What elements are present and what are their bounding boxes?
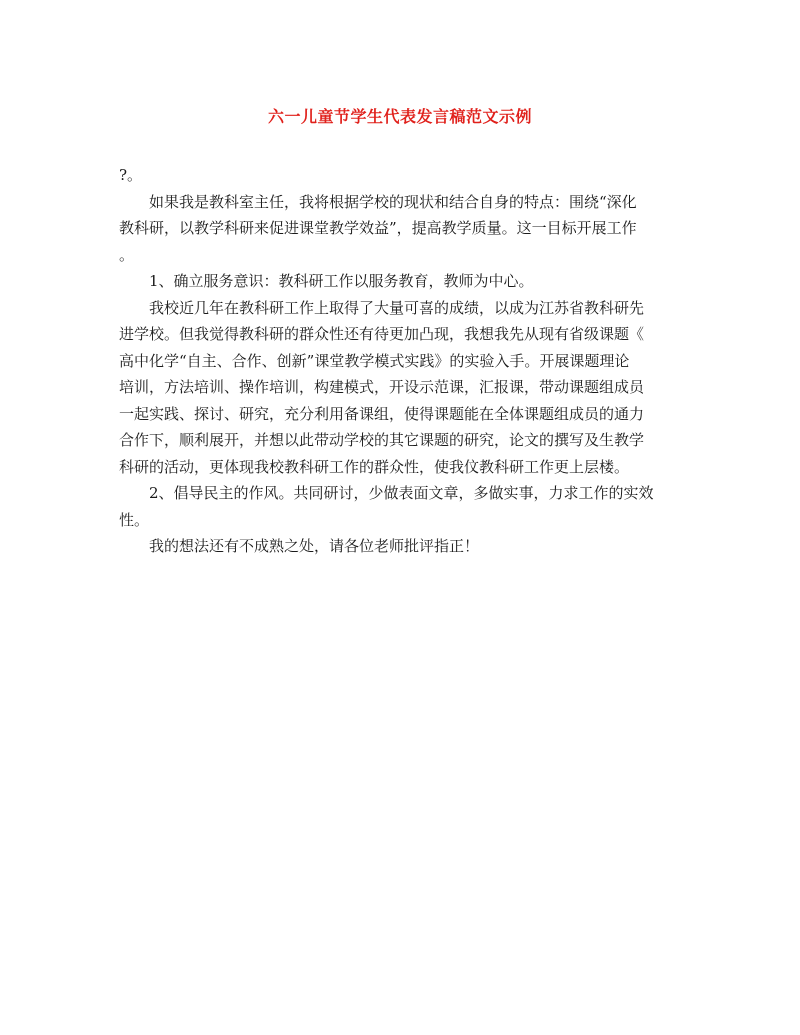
text-line: 进学校。但我觉得教科研的群众性还有待更加凸现，我想我先从现有省级课题《	[119, 325, 645, 343]
document-title: 六一儿童节学生代表发言稿范文示例	[267, 107, 532, 126]
text-line: 2、倡导民主的作风。共同研讨，少做表面文章，多做实事，力求工作的实效	[149, 484, 654, 502]
text-line: 科研的活动，更体现我校教科研工作的群众性，使我伩教科研工作更上层楼。	[119, 457, 630, 476]
text-line: 一起实践、探讨、研究，充分利用备课组，使得课题能在全体课题组成员的通力	[119, 404, 645, 423]
paragraph-1	[119, 189, 684, 269]
paragraph-0	[119, 162, 684, 189]
text-line: 我的想法还有不成熟之处，请各位老师批评指正！	[149, 537, 480, 555]
text-line: ?。	[119, 166, 143, 184]
text-line: 。	[119, 245, 135, 264]
text-line: 1、确立服务意识：教科研工作以服务教育，教师为中心。	[149, 272, 534, 290]
paragraph-2	[119, 268, 684, 295]
text-line: 性。	[119, 510, 150, 529]
paragraph-5	[119, 533, 684, 560]
text-line: 合作下，顺利展开，并想以此带动学校的其它课题的研究，论文的撰写及生教学	[119, 431, 645, 449]
text-line: 培训，方法培训、操作培训，构建模式，开设示范课，汇报课，带动课题组成员	[119, 378, 645, 396]
text-line: 教科研，以教学科研来促进课堂教学效益”，提高教学质量。这一目标开展工作	[119, 219, 637, 237]
paragraph-3	[119, 295, 684, 481]
paragraph-4	[119, 480, 684, 533]
text-line: 高中化学“自主、合作、创新”课堂教学模式实践》的实验入手。开展课题理论	[119, 351, 630, 370]
text-line: 如果我是教科室主任，我将根据学校的现状和结合自身的特点：围绕“深化	[149, 192, 637, 211]
text-line: 我校近几年在教科研工作上取得了大量可喜的成绩，以成为江苏省教科研先	[149, 298, 645, 317]
document-body	[119, 162, 684, 560]
